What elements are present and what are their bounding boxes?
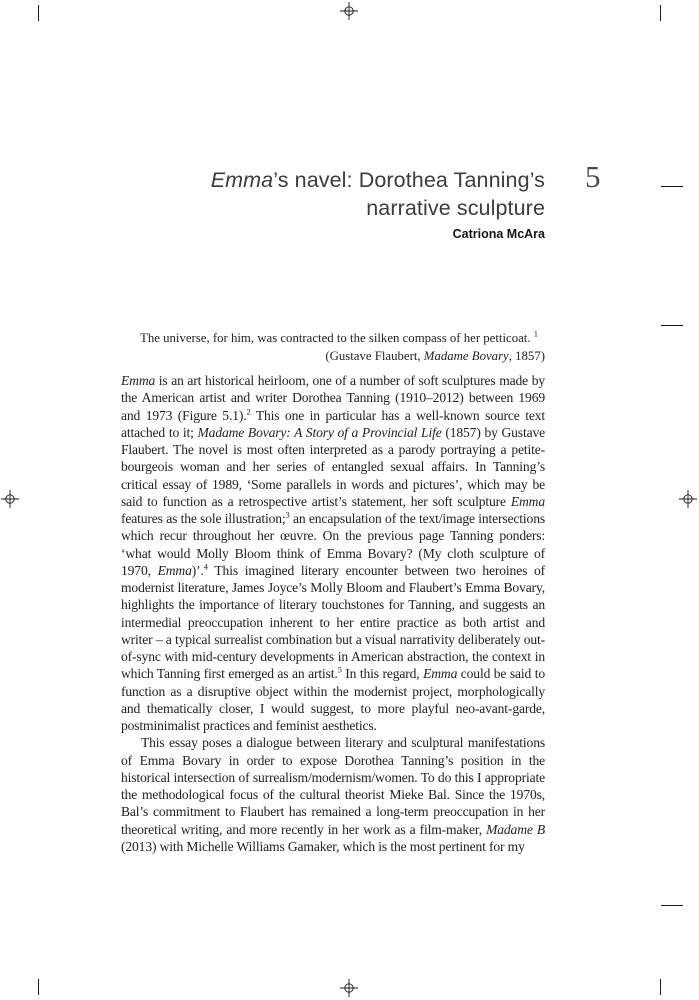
registration-mark-bottom xyxy=(339,978,359,998)
registration-mark-right xyxy=(678,489,698,509)
registration-mark-top xyxy=(339,1,359,21)
crop-mark-top-left xyxy=(38,5,39,21)
crop-mark-bottom-right xyxy=(660,979,661,995)
body-text xyxy=(121,372,545,855)
body-paragraph: This essay poses a dialogue between literary and sculptural manifestations of Emma Bovary in order to expose Dorothea Tanning’s position in the historical intersection of surrealism/modernism/women. To do this I appropriate the methodological focus of the cultural theorist Mieke Bal. Since the 1970s, Bal’s commitment to Flaubert has remained a long-term preoccupation in her theoretical writing, and more recently in her work as a film-maker, Madame B (2013) with Michelle Williams Gamaker, which is the most pertinent for my xyxy=(121,735,545,854)
chapter-title xyxy=(121,166,545,222)
crop-mark-top-right xyxy=(660,5,661,21)
epigraph xyxy=(121,330,545,365)
page-number: 5 xyxy=(585,159,601,194)
edge-mark-middle xyxy=(661,325,683,326)
edge-mark-top xyxy=(661,186,683,187)
epigraph-attribution: (Gustave Flaubert, Madame Bovary, 1857) xyxy=(325,349,545,363)
epigraph-text: The universe, for him, was contracted to the silken compass of her petticoat. $^1$ xyxy=(140,328,538,345)
author-name: Catriona McAra xyxy=(452,227,545,241)
chapter-title-line-1: Emma’s navel: Dorothea Tanning’s xyxy=(210,168,545,192)
crop-mark-bottom-left xyxy=(38,979,39,995)
chapter-title-line-2: narrative sculpture xyxy=(366,196,545,220)
body-paragraph: Emma is an art historical heirloom, one of a number of soft sculptures made by the American artist and writer Dorothea Tanning (1910–2012) between 1969 and 1973 (Figure 5.1).$^2$ This one in particular has a well-known source text attached to it; Madame Bovary: A Story of a Provincial Life (1857) by Gustave Flaubert. The novel is most often interpreted as a parody portraying a petite-bourgeois woman and her series of entangled sexual affairs. In Tanning’s critical essay of 1989, ‘Some parallels in words and pictures’, which may be said to function as a retrospective artist’s statement, her soft sculpture Emma features as the sole illustration;$^3$ an encapsulation of the text/image intersections which recur throughout her œuvre. On the previous page Tanning ponders: ‘what would Molly Bloom think of Emma Bovary? (My cloth sculpture of 1970, Emma)’.$^4$ This imagined literary encounter between two heroines of modernist literature, James Joyce’s Molly Bloom and Flaubert’s Emma Bovary, highlights the importance of literary touchstones for Tanning, and suggests an intermedial preoccupation inherent to her entire practice as both artist and writer – a typical surrealist combination but a visual narrativity deliberately out-of-sync with mid-century developments in American abstraction, the context in which Tanning first emerged as an artist.$^5$ In this regard, Emma could be said to function as a disruptive object within the modernist project, morphologically and thematically closer, I would suggest, to more playful neo-avant-garde, postminimalist practices and feminist aesthetics. xyxy=(121,373,546,733)
registration-mark-left xyxy=(0,489,20,509)
edge-mark-bottom xyxy=(661,905,683,906)
